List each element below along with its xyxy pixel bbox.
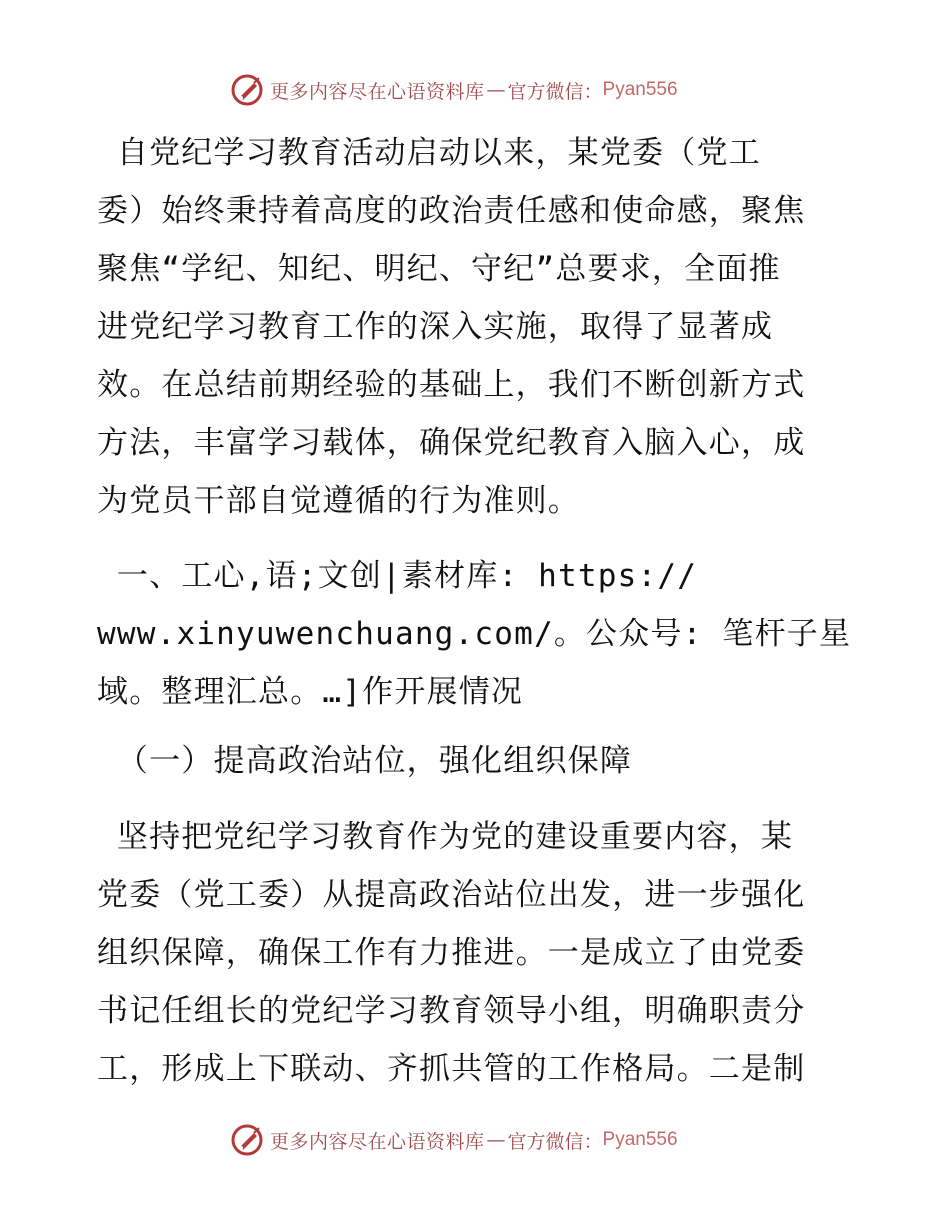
text-line: 坚持把党纪学习教育作为党的建设重要内容，某	[97, 819, 794, 855]
text-line: 工，形成上下联动、齐抓共管的工作格局。二是制	[97, 1051, 806, 1087]
banner-wechat-label: 官方微信：	[507, 80, 603, 103]
footer-banner	[230, 1120, 730, 1160]
brand-logo-icon	[230, 1123, 264, 1157]
text-line: 委）始终秉持着高度的政治责任感和使命感，聚焦	[97, 193, 806, 229]
section-subheading-1	[97, 732, 857, 790]
text-line: 效。在总结前期经验的基础上，我们不断创新方式	[97, 367, 806, 403]
text-line: （一）提高政治站位，强化组织保障	[97, 743, 633, 779]
text-line: 方法，丰富学习载体，确保党纪教育入脑入心，成	[97, 425, 806, 461]
header-banner	[230, 70, 730, 110]
text-line: 聚焦“学纪、知纪、明纪、守纪”总要求，全面推	[97, 251, 781, 287]
banner-text: 更多内容尽在心语资料库	[270, 80, 485, 103]
banner-separator: —	[486, 79, 506, 101]
body-paragraph-2	[97, 808, 857, 1098]
banner-separator: —	[486, 1129, 506, 1151]
text-line: 为党员干部自觉遵循的行为准则。	[97, 483, 580, 519]
text-line: 自党纪学习教育活动启动以来，某党委（党工	[97, 135, 761, 171]
text-line: 党委（党工委）从提高政治站位出发，进一步强化	[97, 877, 806, 913]
section-heading-1	[97, 547, 857, 721]
banner-wechat-handle: Pyan556	[602, 79, 678, 100]
text-line: www.xinyuwenchuang.com/。公众号: 笔杆子星	[97, 616, 852, 652]
intro-paragraph	[97, 124, 857, 530]
brand-logo-icon	[230, 73, 264, 107]
banner-wechat-label: 官方微信：	[507, 1130, 603, 1153]
text-line: 组织保障，确保工作有力推进。一是成立了由党委	[97, 935, 806, 971]
text-line: 书记任组长的党纪学习教育领导小组，明确职责分	[97, 993, 806, 1029]
text-line: 一、工心,语;文创|素材库: https://	[97, 558, 698, 594]
banner-text: 更多内容尽在心语资料库	[270, 1130, 485, 1153]
text-line: 域。整理汇总。…]作开展情况	[97, 674, 524, 710]
text-line: 进党纪学习教育工作的深入实施，取得了显著成	[97, 309, 774, 345]
banner-wechat-handle: Pyan556	[602, 1129, 678, 1150]
